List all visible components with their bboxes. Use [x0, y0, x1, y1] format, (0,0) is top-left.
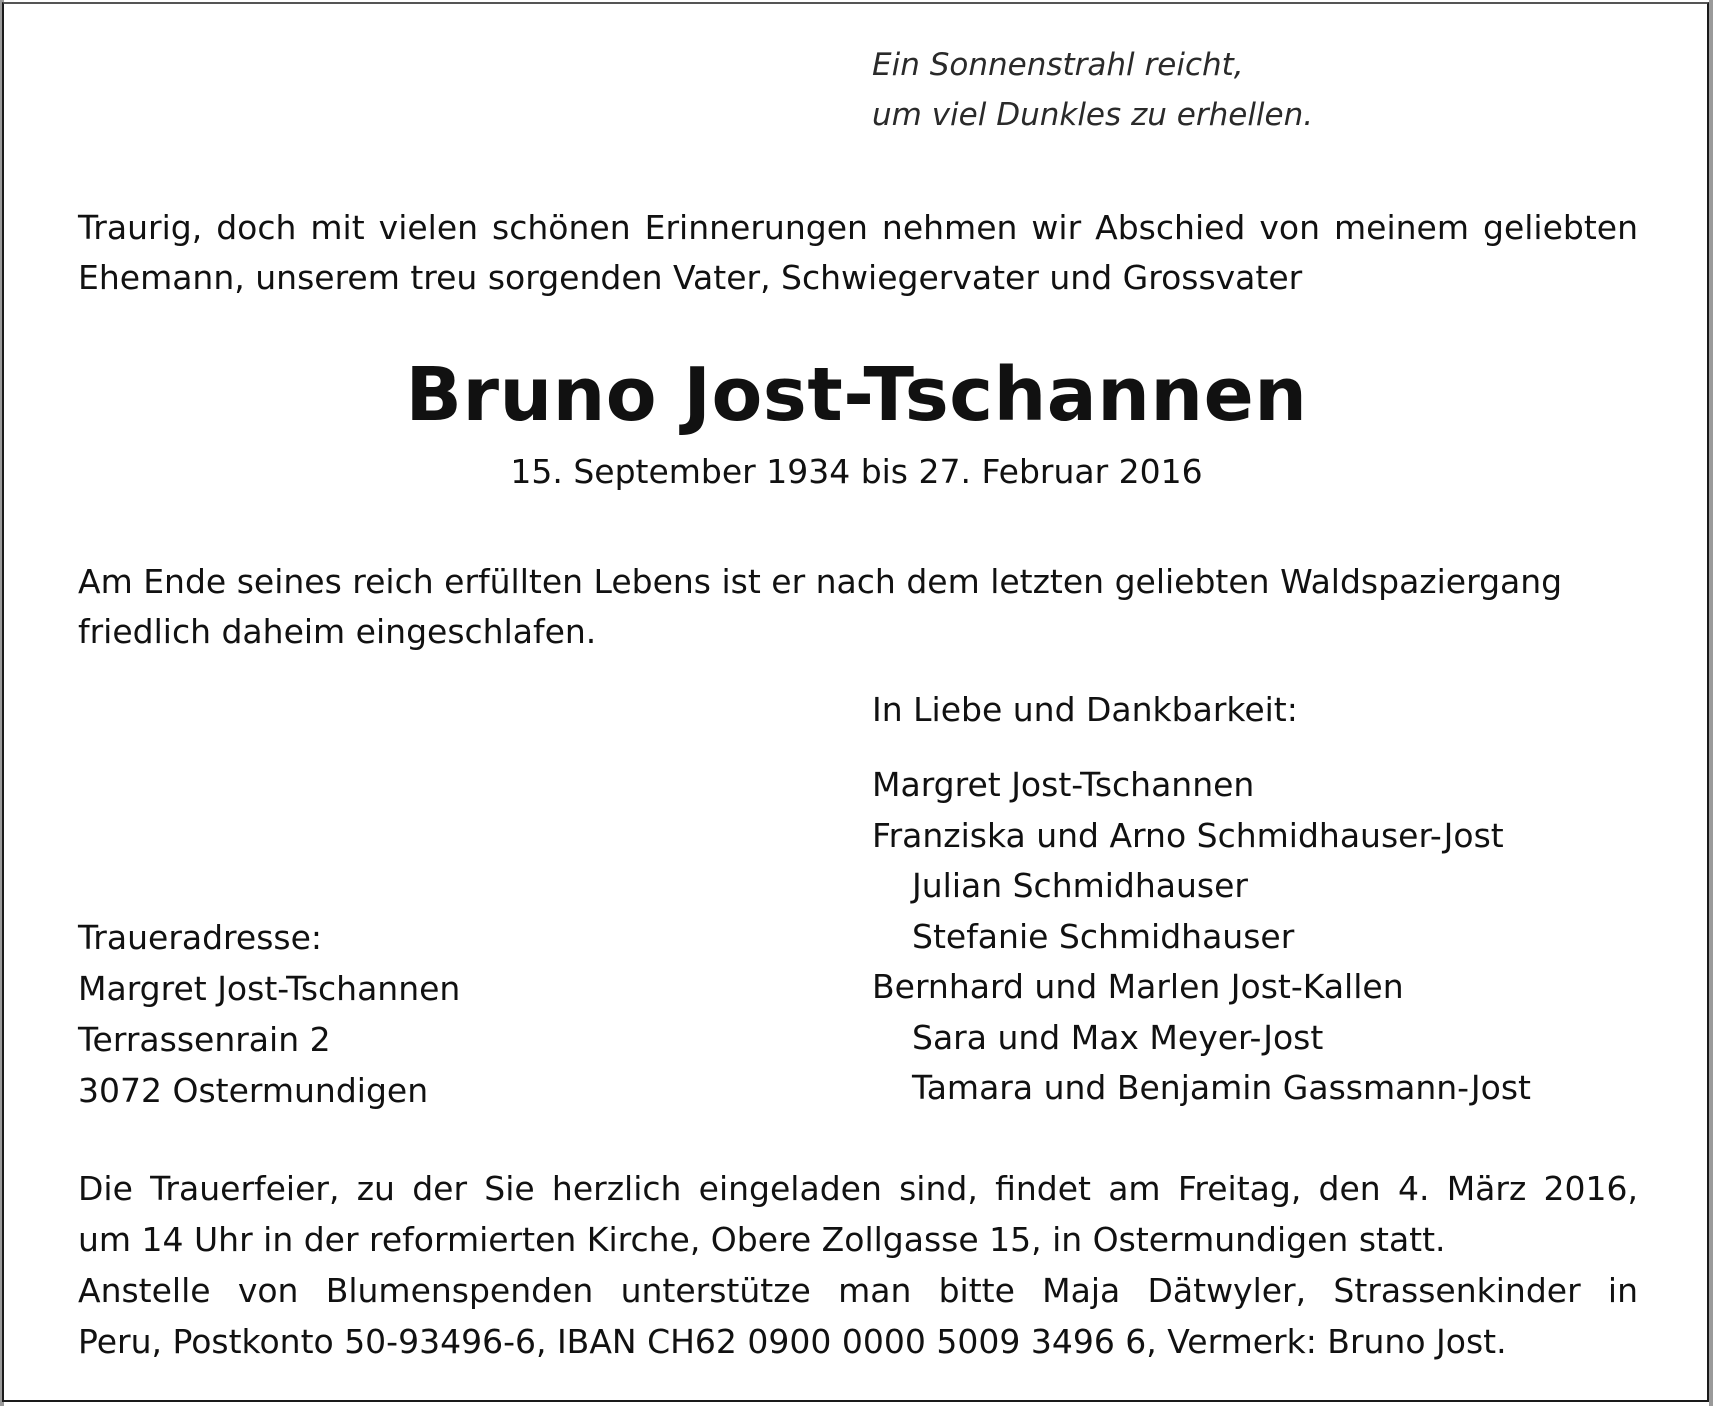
thanks-heading: In Liebe und Dankbarkeit: — [872, 690, 1298, 729]
family-member: Bernhard und Marlen Jost-Kallen — [872, 967, 1404, 1006]
funeral-notice — [78, 1163, 1638, 1367]
address-street: Terrassenrain 2 — [78, 1020, 331, 1059]
donation-line-2: Peru, Postkonto 50-93496-6, IBAN CH62 0900 0000 5009 3496 6, Vermerk: Bruno Jost. — [78, 1322, 1507, 1361]
donation-line-1: Anstelle von Blumenspenden unterstütze man bitte Maja Dätwyler, Strassenkinder in — [78, 1271, 1638, 1310]
family-member: Sara und Max Meyer-Jost — [912, 1017, 1324, 1057]
funeral-line-2: um 14 Uhr in der reformierten Kirche, Obere Zollgasse 15, in Ostermundigen statt. — [78, 1220, 1446, 1259]
motto-line-1: Ein Sonnenstrahl reicht, — [872, 47, 1244, 83]
page-edge-right — [1709, 0, 1713, 1406]
family-list — [872, 760, 1531, 1114]
family-member: Julian Schmidhauser — [912, 866, 1248, 905]
life-paragraph: Am Ende seines reich erfüllten Lebens ist er nach dem letzten geliebten Waldspaziergang friedlich daheim eingeschlafen. — [78, 562, 1563, 651]
address-label: Traueradresse: — [78, 918, 323, 957]
motto-line-2: um viel Dunkles zu erhellen. — [872, 97, 1314, 133]
family-member: Tamara und Benjamin Gassmann-Jost — [912, 1068, 1531, 1107]
funeral-line-1: Die Trauerfeier, zu der Sie herzlich eingeladen sind, findet am Freitag, den 4. März 2016, — [78, 1169, 1638, 1208]
family-member: Franziska und Arno Schmidhauser-Jost — [872, 815, 1504, 855]
family-member: Stefanie Schmidhauser — [912, 916, 1295, 956]
life-dates: 15. September 1934 bis 27. Februar 2016 — [510, 452, 1203, 491]
address-city: 3072 Ostermundigen — [78, 1071, 429, 1110]
motto — [872, 40, 1313, 140]
family-member: Margret Jost-Tschannen — [872, 765, 1255, 804]
address-name: Margret Jost-Tschannen — [78, 969, 461, 1008]
deceased-name: Bruno Jost-Tschannen — [405, 352, 1308, 438]
intro-text: Traurig, doch mit vielen schönen Erinnerungen nehmen wir Abschied von meinem geliebten Ehemann, unserem treu sorgenden Vater, Schwiegervater und Grossvater — [78, 208, 1638, 297]
mourning-address — [78, 912, 460, 1116]
